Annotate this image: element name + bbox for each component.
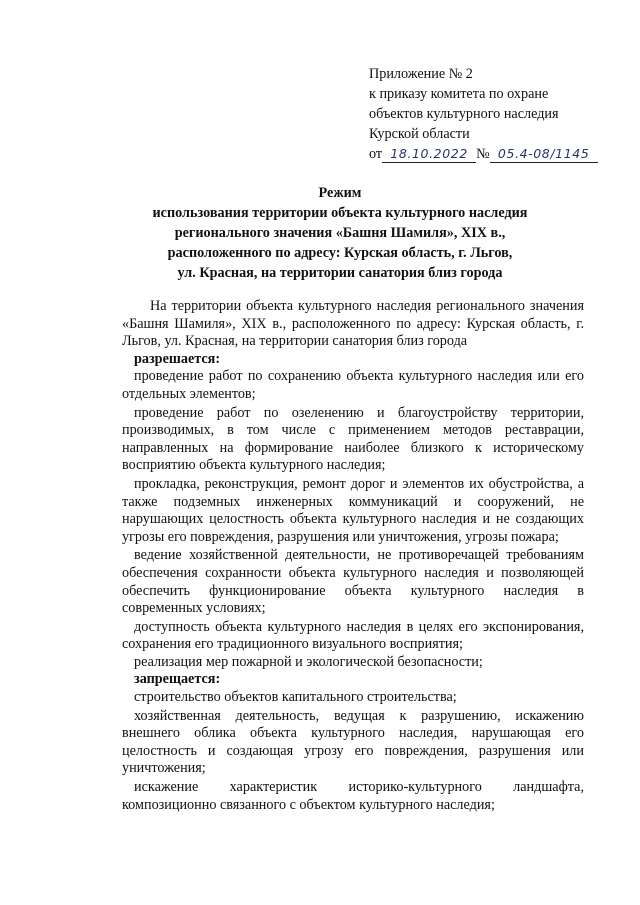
title-line-4: расположенного по адресу: Курская область, г. Льгов,: [167, 245, 513, 261]
annex-date-number-line: [369, 144, 619, 164]
allowed-item: ведение хозяйственной деятельности, не противоречащей требованиям обеспечения сохранности объекта культурного наследия и позволяющей обеспечить функционирование объекта культурного наследия в современных условиях;: [122, 547, 584, 617]
title-line-5: ул. Красная, на территории санатория близ города: [177, 265, 503, 281]
prohibited-item: строительство объектов капитального строительства;: [134, 689, 457, 706]
allowed-item: реализация мер пожарной и экологической безопасности;: [134, 653, 483, 670]
prohibited-item: искажение характеристик историко-культурного ландшафта, композиционно связанного с объектом культурного наследия;: [122, 779, 584, 813]
handwritten-date: 18.10.2022: [382, 146, 476, 163]
title-line-3: регионального значения «Башня Шамиля», XIX в.,: [174, 225, 506, 241]
handwritten-number: 05.4-08/1145: [490, 146, 598, 163]
number-label: №: [476, 146, 490, 162]
prohibited-item: хозяйственная деятельность, ведущая к разрушению, искажению внешнего облика объекта культурного наследия, нарушающая его целостность и создающая угрозу его повреждения, разрушения или уничтожения;: [122, 707, 584, 777]
from-label: от: [369, 146, 383, 162]
prohibited-heading: запрещается:: [134, 671, 221, 688]
annex-line-1: Приложение № 2: [369, 66, 473, 82]
intro-paragraph: На территории объекта культурного наследия регионального значения «Башня Шамиля», XIX в., расположенного по адресу: Курская область, г. Льгов, ул. Красная, на территории санатория близ города: [122, 298, 584, 350]
allowed-item: прокладка, реконструкция, ремонт дорог и элементов их обустройства, а также подземных инженерных коммуникаций и сооружений, не нарушающих целостность объекта культурного наследия и не создающих угрозы его повреждения, разрушения или уничтожения, угрозы пожара;: [122, 475, 584, 545]
allowed-item: проведение работ по сохранению объекта культурного наследия или его отдельных элементов;: [122, 368, 584, 402]
allowed-heading: разрешается:: [134, 350, 221, 367]
document-body: [122, 298, 584, 814]
title-line-2: использования территории объекта культурного наследия: [152, 205, 528, 221]
annex-line-2: к приказу комитета по охране: [369, 86, 549, 102]
annex-line-3: объектов культурного наследия: [369, 106, 559, 122]
title-line-1: Режим: [318, 185, 362, 201]
annex-block: [369, 64, 619, 164]
allowed-item: доступность объекта культурного наследия в целях его экспонирования, сохранения его традиционного визуального восприятия;: [122, 618, 584, 653]
allowed-item: проведение работ по озеленению и благоустройству территории, производимых, в том числе с применением методов реставрации, направленных на формирование наиболее близкого к историческому восприятию объекта культурного наследия;: [122, 404, 584, 474]
document-title: [80, 183, 600, 283]
annex-line-4: Курской области: [369, 126, 470, 142]
